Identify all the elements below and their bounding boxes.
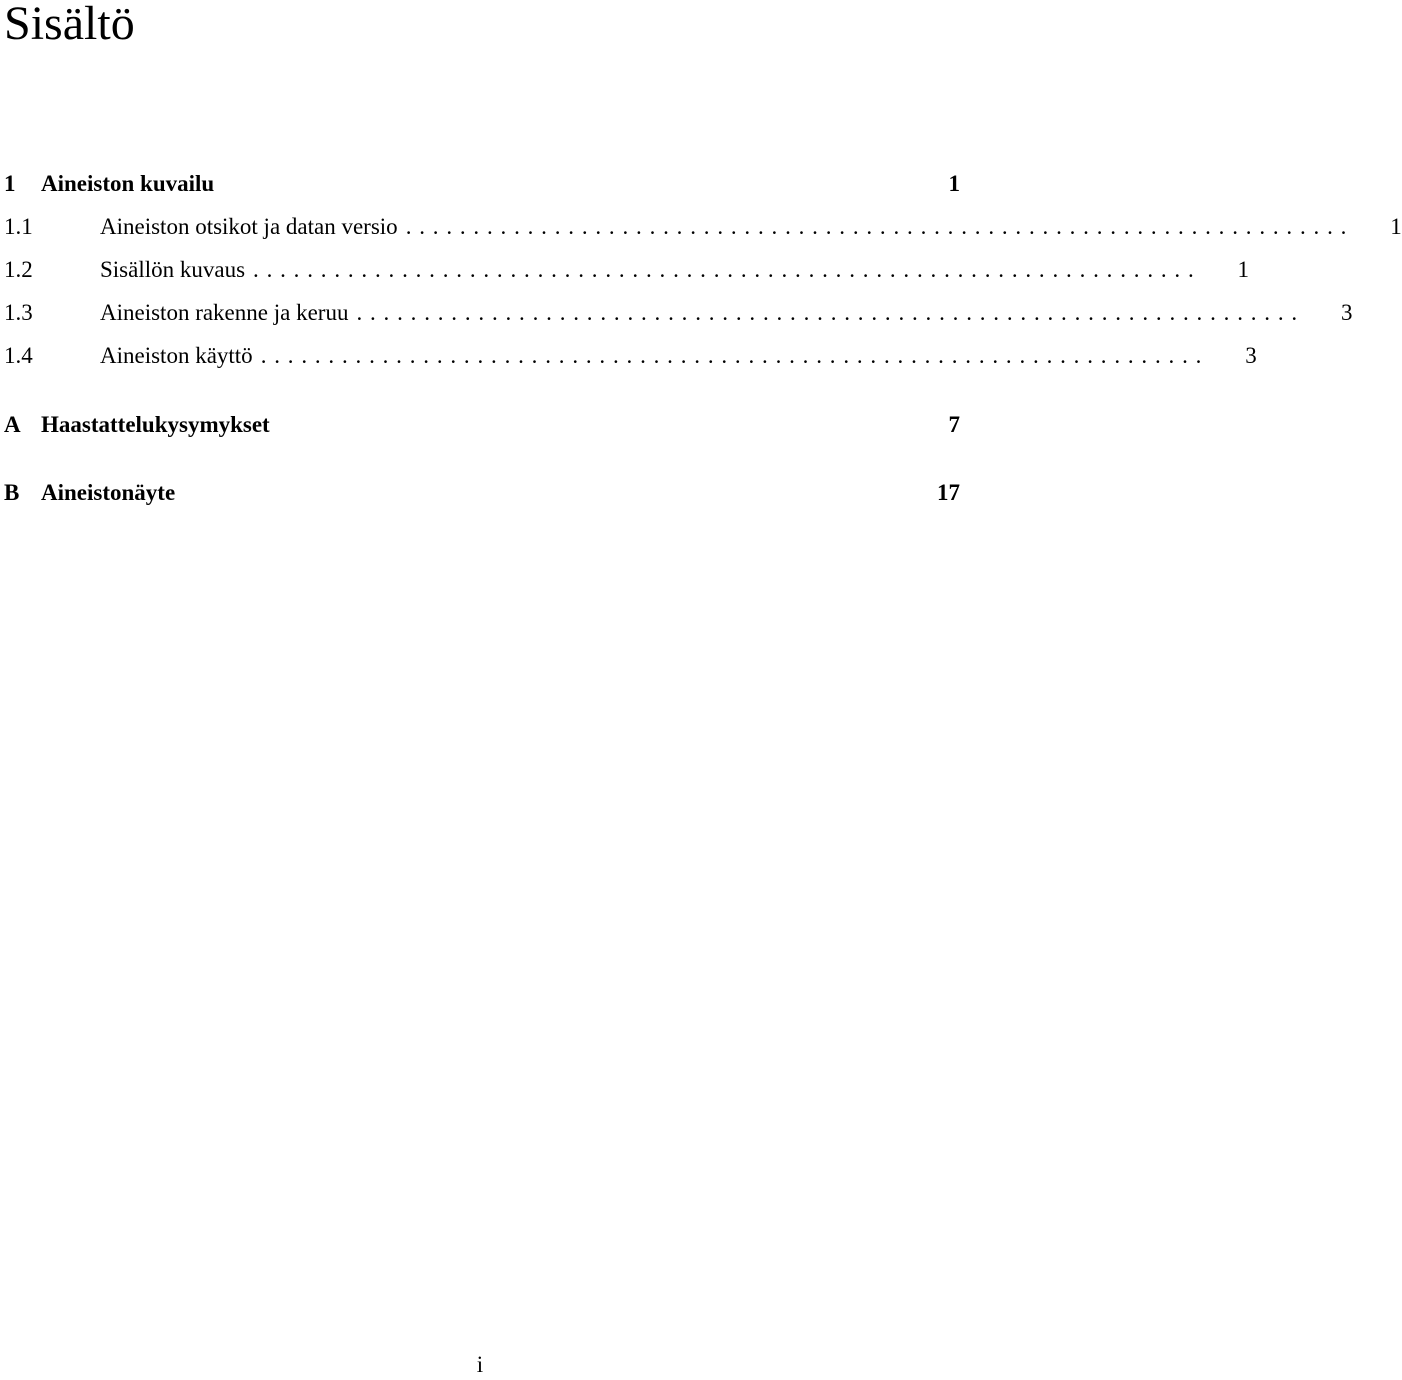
toc-entry-title: Aineiston otsikot ja datan versio (100, 214, 398, 239)
toc-entry-appendix-b[interactable] (4, 478, 960, 508)
toc-entry-section-1-2[interactable] (4, 255, 1250, 285)
toc-entry-title: Aineiston käyttö (100, 343, 253, 368)
toc-entry-number: 1.2 (4, 257, 33, 282)
toc-entry-page: 1 (948, 171, 960, 196)
toc-entry-number: A (4, 412, 21, 437)
toc-entry-number: 1.1 (4, 214, 33, 239)
toc-entry-page: 1 (1390, 214, 1402, 239)
toc-entry-title: Aineistonäyte (41, 480, 176, 505)
toc-dot-leader: ...................................................................... (405, 214, 1355, 239)
toc-entry-title: Aineiston kuvailu (41, 171, 215, 196)
toc-entry-section-1-1[interactable] (4, 212, 1402, 242)
toc-entry-section-1-4[interactable] (4, 341, 1257, 371)
toc-entry-chapter-1[interactable] (4, 169, 960, 199)
toc-entry-section-1-3[interactable] (4, 298, 1353, 328)
toc-entry-title: Aineiston rakenne ja keruu (100, 300, 349, 325)
toc-dot-leader: ...................................................................... (356, 300, 1305, 325)
page-title: Sisältö (4, 0, 135, 50)
toc-entry-page: 3 (1340, 300, 1353, 325)
toc-entry-number: B (4, 480, 20, 505)
toc-entry-number: 1.4 (4, 343, 33, 368)
toc-entry-appendix-a[interactable] (4, 410, 960, 440)
toc-entry-number: 1.3 (4, 300, 33, 325)
toc-dot-leader: ...................................................................... (260, 343, 1210, 368)
toc-entry-title: Haastattelukysymykset (41, 412, 270, 437)
toc-entry-page: 17 (937, 480, 960, 505)
toc-entry-number: 1 (4, 171, 16, 196)
toc-entry-page: 3 (1245, 343, 1257, 368)
toc-dot-leader: ...................................................................... (253, 257, 1202, 282)
toc-entry-page: 1 (1237, 257, 1250, 282)
toc-entry-page: 7 (948, 412, 960, 437)
toc-entry-title: Sisällön kuvaus (100, 257, 246, 282)
page-number: i (476, 1352, 484, 1377)
